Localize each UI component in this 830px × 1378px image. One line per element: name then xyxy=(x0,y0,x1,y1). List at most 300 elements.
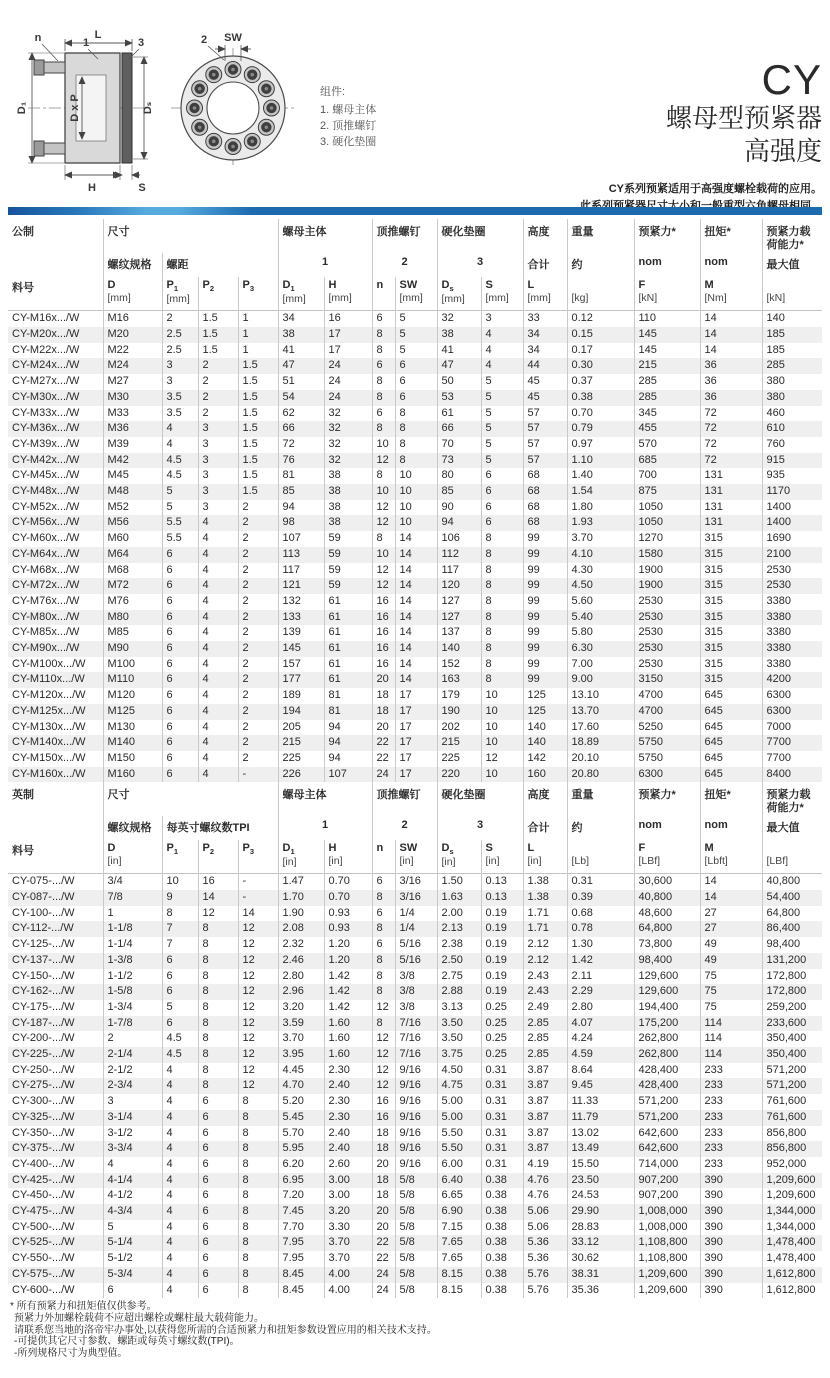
table-cell: 99 xyxy=(523,594,567,610)
table-cell: 0.38 xyxy=(481,1220,523,1236)
table-cell: 12 xyxy=(372,453,395,469)
table-cell: 2530 xyxy=(634,657,700,673)
table-cell: 14 xyxy=(700,311,762,327)
table-cell: 99 xyxy=(523,657,567,673)
table-cell: 5 xyxy=(481,453,523,469)
table-cell: 8 xyxy=(238,1251,278,1267)
table-cell: CY-M110x.../W xyxy=(12,673,85,686)
table-cell: CY-500-.../W xyxy=(12,1220,75,1233)
table-row xyxy=(8,1047,822,1063)
table-row xyxy=(8,374,822,390)
page-subtitle-type: 螺母型预紧器 xyxy=(665,103,822,134)
table-row xyxy=(8,1204,822,1220)
table-cell: CY-275-.../W xyxy=(12,1079,75,1092)
legend-item-washer: 3. 硬化垫圈 xyxy=(320,136,377,148)
table-cell: 0.30 xyxy=(567,358,634,374)
table-cell: 2 xyxy=(238,657,278,673)
table-cell: 5.95 xyxy=(278,1141,324,1157)
table-cell: 2 xyxy=(238,547,278,563)
table-cell: 2.08 xyxy=(278,921,324,937)
table-cell: 856,800 xyxy=(762,1126,822,1142)
table-cell: 2.85 xyxy=(523,1047,567,1063)
table-cell: 345 xyxy=(634,406,700,422)
table-cell: CY-087-.../W xyxy=(12,890,75,903)
column-header: $D_1$ [mm] xyxy=(278,277,324,311)
header-torque: 扭矩* xyxy=(700,219,762,253)
table-cell: M24 xyxy=(103,358,162,374)
table-cell: 202 xyxy=(437,720,481,736)
table-cell: 2-1/4 xyxy=(103,1047,162,1063)
table-cell: 0.19 xyxy=(481,921,523,937)
table-cell: 2.13 xyxy=(437,921,481,937)
table-cell: 4 xyxy=(162,1173,198,1189)
group-header-row xyxy=(8,782,822,816)
table-cell: 225 xyxy=(437,751,481,767)
table-cell: 1.60 xyxy=(324,1047,372,1063)
table-cell: 4 xyxy=(198,672,238,688)
table-cell: 6 xyxy=(162,1016,198,1032)
table-cell: CY-M45x.../W xyxy=(12,469,80,482)
table-cell: 3150 xyxy=(634,672,700,688)
table-cell: 72 xyxy=(278,437,324,453)
table-cell: 1/4 xyxy=(395,906,437,922)
table-cell: 0.19 xyxy=(481,906,523,922)
table-cell: 4.24 xyxy=(567,1031,634,1047)
table-cell: 0.31 xyxy=(481,1094,523,1110)
table-cell: 3/16 xyxy=(395,890,437,906)
table-cell: 2.75 xyxy=(437,969,481,985)
table-cell: 10 xyxy=(481,767,523,783)
table-cell: 5 xyxy=(162,484,198,500)
table-cell: 645 xyxy=(700,751,762,767)
column-header: $P_1$ [mm] xyxy=(162,277,198,311)
table-cell: M52 xyxy=(103,500,162,516)
table-cell: 177 xyxy=(278,672,324,688)
table-cell: 1.54 xyxy=(567,484,634,500)
table-cell: 8 xyxy=(481,594,523,610)
table-row xyxy=(8,327,822,343)
table-cell: 6.20 xyxy=(278,1157,324,1173)
table-cell: 315 xyxy=(700,547,762,563)
table-cell: 645 xyxy=(700,720,762,736)
table-cell: 4 xyxy=(198,578,238,594)
table-cell: 8 xyxy=(372,374,395,390)
dim-label-n: n xyxy=(34,32,42,44)
table-cell: 6 xyxy=(198,1220,238,1236)
table-cell: 4.5 xyxy=(162,1047,198,1063)
table-cell: 66 xyxy=(278,421,324,437)
table-cell: 3.20 xyxy=(324,1204,372,1220)
table-cell: 0.19 xyxy=(481,984,523,1000)
table-cell: 13.02 xyxy=(567,1126,634,1142)
table-cell: M33 xyxy=(103,406,162,422)
table-cell: 2 xyxy=(198,406,238,422)
table-cell: 2 xyxy=(238,688,278,704)
table-cell: 125 xyxy=(523,704,567,720)
table-cell: 14 xyxy=(395,625,437,641)
table-cell: 5.5 xyxy=(162,531,198,547)
table-cell: 12 xyxy=(372,500,395,516)
table-cell: 90 xyxy=(437,500,481,516)
header-group-3: 3 xyxy=(437,816,523,840)
table-cell: 14 xyxy=(238,906,278,922)
column-header: n xyxy=(372,840,395,874)
table-cell: 185 xyxy=(762,327,822,343)
table-cell: 7.45 xyxy=(278,1204,324,1220)
table-cell: 12 xyxy=(372,1063,395,1079)
table-cell: 8 xyxy=(395,406,437,422)
table-cell: 4.00 xyxy=(324,1267,372,1283)
table-cell: 8 xyxy=(162,906,198,922)
symbol-header-row xyxy=(8,277,822,311)
table-cell: 2.38 xyxy=(437,937,481,953)
footnote-line: -所列规格尺寸为典型值。 xyxy=(14,1348,128,1360)
table-cell: 5.50 xyxy=(437,1141,481,1157)
table-cell: 1.42 xyxy=(567,953,634,969)
table-cell: 7.20 xyxy=(278,1188,324,1204)
table-cell: 41 xyxy=(278,343,324,359)
table-cell: 233 xyxy=(700,1110,762,1126)
table-cell: M72 xyxy=(103,578,162,594)
column-header: SW [mm] xyxy=(395,277,437,311)
table-cell: 1.60 xyxy=(324,1031,372,1047)
table-cell: 5 xyxy=(481,390,523,406)
table-cell: 32 xyxy=(324,406,372,422)
table-cell: 18 xyxy=(372,1126,395,1142)
table-cell: M90 xyxy=(103,641,162,657)
table-cell: 47 xyxy=(437,358,481,374)
table-cell: 4 xyxy=(198,720,238,736)
table-cell: 5.45 xyxy=(278,1110,324,1126)
header-tpi: 每英寸螺纹数TPI xyxy=(162,816,278,840)
table-cell: CY-175-.../W xyxy=(12,1000,75,1013)
table-cell: 61 xyxy=(324,594,372,610)
table-row xyxy=(8,688,822,704)
table-cell: 99 xyxy=(523,547,567,563)
table-cell: 6 xyxy=(162,720,198,736)
table-cell: 2530 xyxy=(762,578,822,594)
table-cell: 10 xyxy=(372,484,395,500)
table-cell: 390 xyxy=(700,1204,762,1220)
table-cell: 642,600 xyxy=(634,1141,700,1157)
table-cell: 7 xyxy=(162,921,198,937)
table-cell: 30,600 xyxy=(634,874,700,890)
table-cell: 8 xyxy=(238,1204,278,1220)
legend-item-jack-screw: 2. 顶推螺钉 xyxy=(320,120,377,132)
table-cell: 48,600 xyxy=(634,906,700,922)
table-cell: 14 xyxy=(395,610,437,626)
table-row xyxy=(8,1031,822,1047)
table-row xyxy=(8,1094,822,1110)
table-cell: 2530 xyxy=(634,594,700,610)
table-cell: 61 xyxy=(324,625,372,641)
column-header: $P_3$ xyxy=(238,277,278,311)
table-cell: 8 xyxy=(372,953,395,969)
table-cell: 1-1/4 xyxy=(103,937,162,953)
table-cell: M68 xyxy=(103,563,162,579)
table-cell: 4 xyxy=(162,1251,198,1267)
table-cell: 3.5 xyxy=(162,406,198,422)
table-cell: 72 xyxy=(700,406,762,422)
table-cell: 6300 xyxy=(634,767,700,783)
table-cell: 8 xyxy=(481,641,523,657)
spacer-cell xyxy=(8,253,103,277)
table-cell: 285 xyxy=(634,374,700,390)
table-cell: 3 xyxy=(162,358,198,374)
footnotes xyxy=(10,1301,437,1360)
table-cell: 20.80 xyxy=(567,767,634,783)
table-cell: 6 xyxy=(198,1204,238,1220)
table-cell: 75 xyxy=(700,969,762,985)
symbol-header-row xyxy=(8,840,822,874)
table-cell: CY-M20x.../W xyxy=(12,327,80,340)
table-cell: 6 xyxy=(372,874,395,890)
table-cell: 4-3/4 xyxy=(103,1204,162,1220)
table-cell: 57 xyxy=(523,437,567,453)
table-cell: 3.87 xyxy=(523,1094,567,1110)
table-cell: 5.40 xyxy=(567,610,634,626)
table-cell: 38 xyxy=(437,327,481,343)
table-cell: 8 xyxy=(198,953,238,969)
table-cell: M16 xyxy=(103,311,162,327)
table-cell: 3/8 xyxy=(395,1000,437,1016)
table-cell: 6 xyxy=(162,625,198,641)
table-cell: 94 xyxy=(324,720,372,736)
table-cell: 4 xyxy=(481,358,523,374)
table-cell: 0.13 xyxy=(481,874,523,890)
table-cell: 1 xyxy=(103,906,162,922)
table-cell: 315 xyxy=(700,578,762,594)
spacer-cell xyxy=(8,816,103,840)
table-cell: 14 xyxy=(395,563,437,579)
table-cell: 6 xyxy=(198,1173,238,1189)
table-cell: 1,008,000 xyxy=(634,1220,700,1236)
table-cell: 14 xyxy=(700,874,762,890)
table-cell: 4.19 xyxy=(523,1157,567,1173)
table-cell: 233 xyxy=(700,1126,762,1142)
column-header: 料号 xyxy=(12,282,34,295)
table-row xyxy=(8,937,822,953)
table-cell: 4 xyxy=(162,1188,198,1204)
table-cell: 9/16 xyxy=(395,1063,437,1079)
table-cell: 1-3/8 xyxy=(103,953,162,969)
table-cell: - xyxy=(238,767,278,783)
table-cell: 6300 xyxy=(762,704,822,720)
table-cell: 6 xyxy=(162,704,198,720)
table-cell: 117 xyxy=(278,563,324,579)
table-cell: 233 xyxy=(700,1157,762,1173)
table-cell: 907,200 xyxy=(634,1173,700,1189)
table-cell: 0.31 xyxy=(481,1141,523,1157)
table-cell: 49 xyxy=(700,953,762,969)
table-cell: 3.30 xyxy=(324,1220,372,1236)
table-cell: 7/16 xyxy=(395,1016,437,1032)
table-cell: 315 xyxy=(700,610,762,626)
table-cell: 6 xyxy=(198,1235,238,1251)
table-cell: CY-M100x.../W xyxy=(12,657,86,670)
column-header: $P_2$ xyxy=(198,277,238,311)
table-cell: 10 xyxy=(395,468,437,484)
table-cell: 915 xyxy=(762,453,822,469)
table-cell: 233 xyxy=(700,1141,762,1157)
table-row xyxy=(8,1157,822,1173)
table-cell: 3380 xyxy=(762,594,822,610)
table-cell: 1050 xyxy=(634,500,700,516)
table-row xyxy=(8,406,822,422)
table-cell: 4 xyxy=(162,1283,198,1299)
table-cell: 33.12 xyxy=(567,1235,634,1251)
table-cell: 1-1/8 xyxy=(103,921,162,937)
table-cell: M39 xyxy=(103,437,162,453)
table-cell: 2 xyxy=(238,625,278,641)
table-cell: 3.00 xyxy=(324,1188,372,1204)
column-header: S [mm] xyxy=(481,277,523,311)
table-row xyxy=(8,767,822,783)
table-cell: 0.31 xyxy=(481,1126,523,1142)
table-cell: 0.31 xyxy=(481,1063,523,1079)
center-bore xyxy=(207,82,259,134)
table-cell: M30 xyxy=(103,390,162,406)
table-cell: 0.19 xyxy=(481,969,523,985)
table-row xyxy=(8,657,822,673)
table-cell: 8 xyxy=(238,1173,278,1189)
table-cell: 6 xyxy=(162,984,198,1000)
table-cell: CY-M42x.../W xyxy=(12,453,80,466)
table-cell: 4 xyxy=(162,1157,198,1173)
table-cell: 131,200 xyxy=(762,953,822,969)
table-cell: 4 xyxy=(162,1220,198,1236)
table-cell: 1,344,000 xyxy=(762,1204,822,1220)
table-cell: 8 xyxy=(198,1000,238,1016)
table-row xyxy=(8,1126,822,1142)
table-cell: 1 xyxy=(238,327,278,343)
table-cell: 6 xyxy=(395,358,437,374)
table-cell: 5.60 xyxy=(567,594,634,610)
table-cell: 5/8 xyxy=(395,1204,437,1220)
column-header: $P_3$ xyxy=(238,840,278,874)
table-cell: 3/4 xyxy=(103,874,162,890)
header-nom-preload: nom xyxy=(634,253,700,277)
table-cell: 1.5 xyxy=(238,453,278,469)
table-cell: CY-M120x.../W xyxy=(12,689,86,702)
table-cell: M36 xyxy=(103,421,162,437)
table-cell: 6 xyxy=(198,1251,238,1267)
table-cell: 2 xyxy=(238,500,278,516)
table-cell: 4 xyxy=(198,641,238,657)
table-cell: 952,000 xyxy=(762,1157,822,1173)
table-cell: 68 xyxy=(523,515,567,531)
table-cell: 315 xyxy=(700,594,762,610)
table-cell: CY-M130x.../W xyxy=(12,720,86,733)
table-cell: 4 xyxy=(198,657,238,673)
table-cell: 33 xyxy=(523,311,567,327)
table-row xyxy=(8,704,822,720)
table-cell: 9/16 xyxy=(395,1110,437,1126)
table-cell: 2 xyxy=(238,704,278,720)
table-cell: 2 xyxy=(198,358,238,374)
table-cell: 6 xyxy=(162,594,198,610)
table-cell: 24 xyxy=(372,1283,395,1299)
table-cell: 1.5 xyxy=(238,437,278,453)
table-cell: 6 xyxy=(103,1283,162,1299)
table-cell: 2 xyxy=(103,1031,162,1047)
table-cell: 44 xyxy=(523,358,567,374)
table-cell: 0.70 xyxy=(567,406,634,422)
table-cell: 220 xyxy=(437,767,481,783)
table-cell: M56 xyxy=(103,515,162,531)
table-cell: 8 xyxy=(372,343,395,359)
table-cell: 8 xyxy=(198,984,238,1000)
table-cell: 1/4 xyxy=(395,921,437,937)
column-header: [kg] xyxy=(567,277,634,311)
column-header: 料号 xyxy=(12,845,34,858)
table-cell: 2.85 xyxy=(523,1031,567,1047)
table-cell: CY-375-.../W xyxy=(12,1142,75,1155)
table-cell: 0.38 xyxy=(567,390,634,406)
table-cell: 4 xyxy=(162,1063,198,1079)
table-cell: 73,800 xyxy=(634,937,700,953)
table-cell: CY-475-.../W xyxy=(12,1205,75,1218)
table-cell: 4 xyxy=(162,421,198,437)
table-cell: - xyxy=(238,890,278,906)
table-cell: 4.07 xyxy=(567,1016,634,1032)
table-cell: M140 xyxy=(103,735,162,751)
table-cell: 6 xyxy=(198,1283,238,1299)
table-cell: 20 xyxy=(372,1220,395,1236)
table-cell: 5.76 xyxy=(523,1267,567,1283)
table-row xyxy=(8,906,822,922)
table-cell: 6 xyxy=(198,1141,238,1157)
table-cell: 0.13 xyxy=(481,890,523,906)
table-cell: M22 xyxy=(103,343,162,359)
table-cell: 0.78 xyxy=(567,921,634,937)
jack-screw-icon xyxy=(250,140,254,144)
column-header: H [mm] xyxy=(324,277,372,311)
table-cell: 1,108,800 xyxy=(634,1251,700,1267)
table-cell: 3380 xyxy=(762,625,822,641)
table-cell: 94 xyxy=(278,500,324,516)
table-cell: 390 xyxy=(700,1283,762,1299)
table-cell: 4.10 xyxy=(567,547,634,563)
table-row xyxy=(8,437,822,453)
table-cell: CY-M22x.../W xyxy=(12,343,80,356)
table-cell: 1,209,600 xyxy=(634,1267,700,1283)
table-cell: 10 xyxy=(481,704,523,720)
table-cell: 10 xyxy=(395,500,437,516)
table-cell: 6 xyxy=(372,311,395,327)
table-cell: 1.47 xyxy=(278,874,324,890)
table-cell: 17 xyxy=(324,343,372,359)
table-cell: 4.50 xyxy=(437,1063,481,1079)
table-cell: 80 xyxy=(437,468,481,484)
table-cell: 114 xyxy=(700,1047,762,1063)
table-cell: 22 xyxy=(372,1251,395,1267)
table-cell: CY-400-.../W xyxy=(12,1157,75,1170)
table-cell: 61 xyxy=(437,406,481,422)
table-cell: 9/16 xyxy=(395,1126,437,1142)
dim-label-SW: SW xyxy=(224,32,242,44)
table-cell: 6.65 xyxy=(437,1188,481,1204)
header-total: 合计 xyxy=(523,816,567,840)
table-cell: 2.49 xyxy=(523,1000,567,1016)
table-cell: 18.89 xyxy=(567,735,634,751)
table-cell: 390 xyxy=(700,1220,762,1236)
table-cell: CY-M140x.../W xyxy=(12,736,86,749)
table-cell: 7700 xyxy=(762,735,822,751)
table-cell: 761,600 xyxy=(762,1094,822,1110)
table-cell: 17.60 xyxy=(567,720,634,736)
table-cell: 7000 xyxy=(762,720,822,736)
